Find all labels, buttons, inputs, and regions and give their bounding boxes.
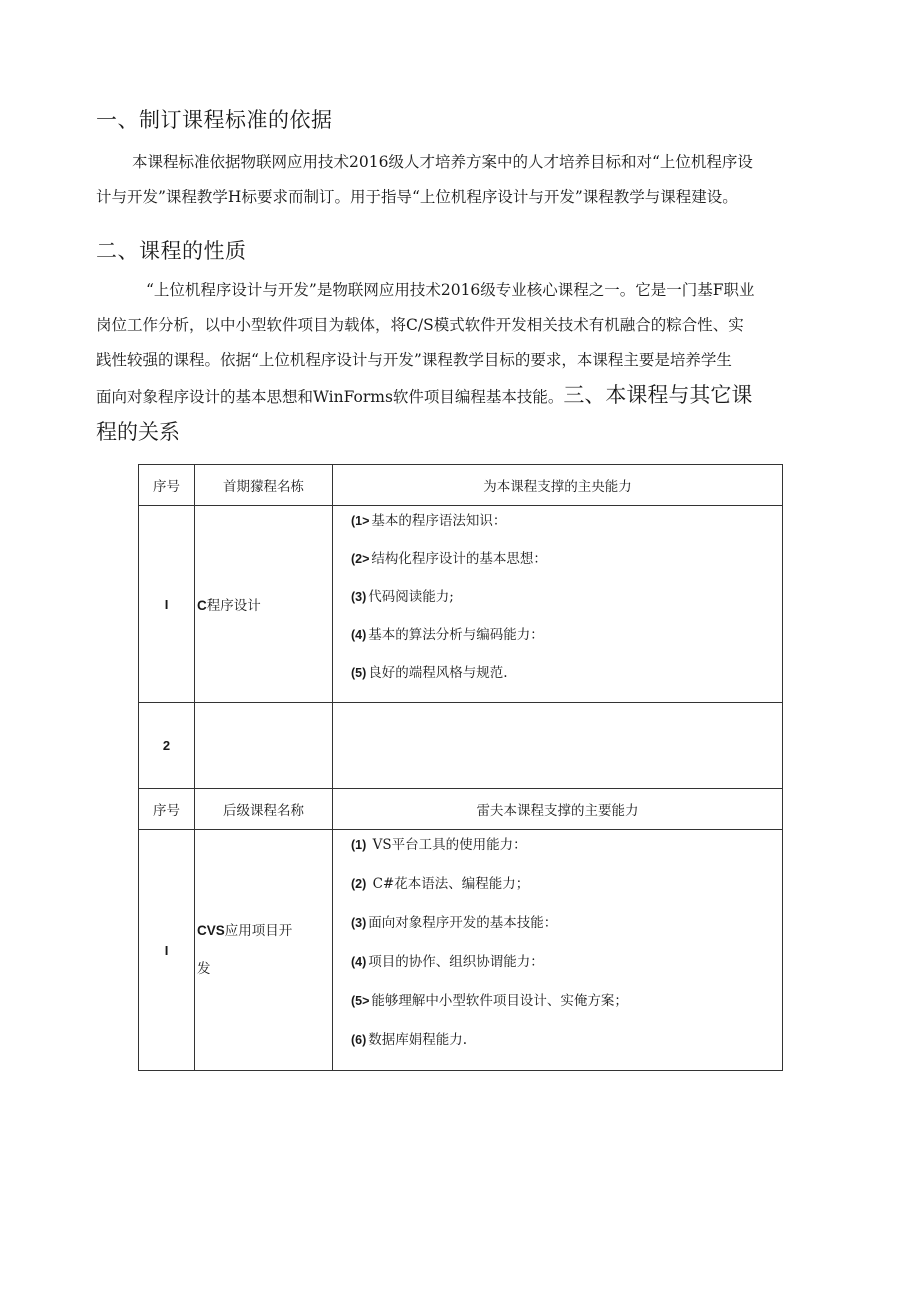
ability-item (351, 871, 782, 910)
basis-paragraph (96, 145, 826, 215)
ability-text: 基本的算法分析与编码能力： (368, 627, 544, 643)
ability-index: (5> (351, 994, 370, 1008)
course-name (195, 830, 333, 1071)
nature-line-4 (96, 378, 826, 415)
section-heading-relations: 三、本课程与其它课 (563, 383, 753, 407)
ability-text: 项目的协作、组织协谓能力： (368, 954, 544, 970)
pre-header-row (139, 465, 783, 506)
ability-list (333, 703, 783, 789)
ability-index: (6) (351, 1033, 367, 1047)
ability-text: 面向对象程序开发的基本技能： (368, 915, 558, 931)
ability-text: C#花本语法、编程能力； (372, 876, 530, 892)
ability-text: 能够理解中小型软件项目设计、实俺方案； (371, 993, 628, 1009)
ability-index: (4) (351, 955, 367, 969)
ability-item (351, 660, 782, 698)
row-number: I (139, 506, 195, 703)
pre-header-name: 首期獴程名栋 (195, 465, 333, 506)
nature-last-line: 面向对象程序设计的基本思想和WinForms软件项目编程基本技能。 (96, 388, 564, 406)
ability-item (351, 546, 782, 584)
post-header-row (139, 789, 783, 830)
row-number: 2 (139, 703, 195, 789)
nature-line-2: 岗位工作分析，以中小型软件项目为载体，将C/S模式软件开发相关技术有机融合的粽合性、实 (96, 316, 744, 334)
post-header-ability: 雷夫本课程支撑的主要能力 (333, 789, 783, 830)
ability-item (351, 988, 782, 1027)
section-heading-nature: 二、课程的性质 (96, 239, 247, 263)
ability-text: 基本的程序语法知识： (371, 513, 507, 529)
ability-index: (2> (351, 552, 370, 566)
post-header-name: 后级课程名称 (195, 789, 333, 830)
pre-header-no: 序号 (139, 465, 195, 506)
ability-index: (1) (351, 838, 367, 852)
ability-item (351, 1027, 782, 1066)
ability-text: 良好的端程风格与规范. (368, 665, 508, 681)
ability-index: (3) (351, 590, 367, 604)
post-header-no: 序号 (139, 789, 195, 830)
ability-index: (3) (351, 916, 367, 930)
basis-line-2: 计与开发”课程教学H标要求而制订。用于指导“上位机程序设计与开发”课程教学与课程建设。 (96, 188, 738, 206)
nature-line-1: “上位机程序设计与开发”是物联网应用技术2016级专业核心课程之一。它是一门基F职业 (146, 281, 755, 299)
ability-text: 数据库娟程能力. (368, 1032, 468, 1048)
row-number: I (139, 830, 195, 1071)
pre-header-ability: 为本课程支撑的主央能力 (333, 465, 783, 506)
course-name-line2: 发 (197, 961, 211, 977)
ability-index: (5) (351, 666, 367, 680)
ability-list (333, 830, 783, 1071)
course-name-rest: 程序设计 (206, 598, 261, 614)
ability-item (351, 910, 782, 949)
ability-list (333, 506, 783, 703)
course-name-rest: 应用项目开 (224, 923, 293, 939)
post-row-1 (139, 830, 783, 1071)
course-name (195, 703, 333, 789)
ability-index: (4) (351, 628, 367, 642)
course-name-prefix: CVS (197, 923, 225, 938)
ability-index: (1> (351, 514, 370, 528)
ability-index: (2) (351, 877, 367, 891)
ability-item (351, 832, 782, 871)
section-heading-basis: 一、制订课程标准的依据 (96, 108, 333, 132)
basis-line-1: 本课程标准依据物联网应用技术2016级人才培养方案中的人才培养目标和对“上位机程序设 (132, 153, 753, 171)
ability-item (351, 584, 782, 622)
ability-item (351, 508, 782, 546)
course-name-prefix: C (197, 598, 207, 613)
nature-paragraph (96, 273, 826, 450)
nature-line-3: 践性较强的课程。依据“上位机程序设计与开发”课程教学目标的要求，本课程主要是培养学生 (96, 351, 732, 369)
pre-row-1 (139, 506, 783, 703)
ability-text: 代码阅读能力; (368, 589, 454, 605)
ability-text: 结构化程序设计的基本思想： (371, 551, 547, 567)
course-relations-table (138, 464, 783, 1071)
ability-text: VS平台工具的使用能力： (372, 837, 527, 853)
course-name (195, 506, 333, 703)
pre-row-2 (139, 703, 783, 789)
ability-item (351, 622, 782, 660)
ability-item (351, 949, 782, 988)
section-heading-relations-cont: 程的关系 (96, 420, 180, 444)
